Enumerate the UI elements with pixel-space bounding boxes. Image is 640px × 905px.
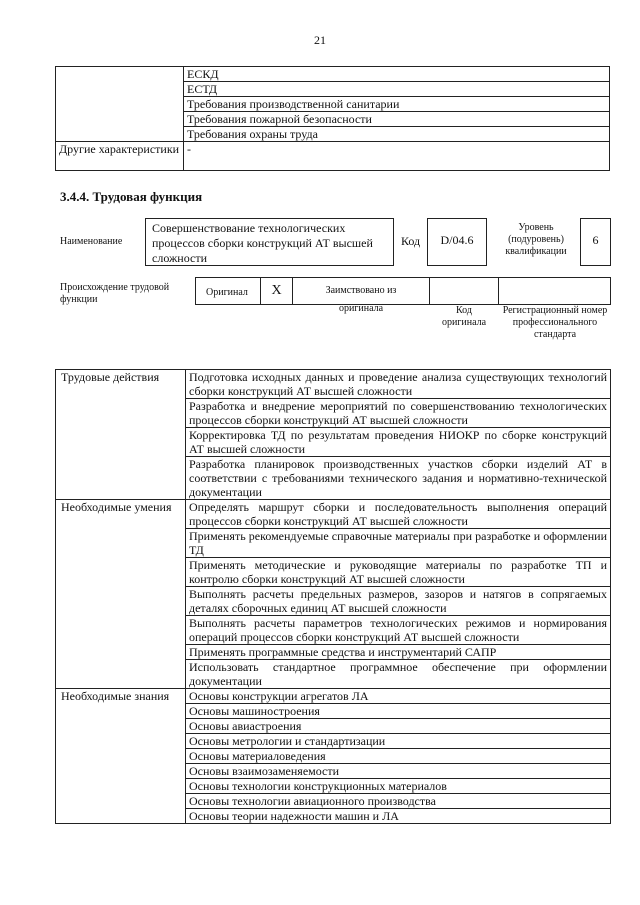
table-cell: Основы технологии авиационного производства: [186, 794, 611, 809]
table-row: [56, 500, 611, 529]
original-label: Оригинал: [206, 287, 248, 298]
table-cell: Основы авиастроения: [186, 719, 611, 734]
top-table: [55, 66, 610, 171]
table-cell: Основы технологии конструкционных материалов: [186, 779, 611, 794]
table-cell: ЕСКД: [184, 67, 610, 82]
origin-label: Происхождение трудовой функции: [60, 282, 170, 305]
other-value: -: [184, 142, 610, 171]
section-label: Трудовые действия: [56, 370, 186, 500]
table-cell: Использовать стандартное программное обеспечение при оформлении документации: [186, 660, 611, 689]
section-label: Необходимые умения: [56, 500, 186, 689]
table-cell: Применять программные средства и инструментарий САПР: [186, 645, 611, 660]
empty-cell: [56, 67, 184, 142]
table-cell: Применять методические и руководящие материалы по разработке ТП и контролю сборки конструкций АТ высшей сложности: [186, 558, 611, 587]
borrowed-label: Заимствовано из оригинала: [325, 285, 397, 314]
level-label: Уровень (подуровень) квалификации: [505, 222, 567, 257]
original-cell: [195, 277, 261, 305]
table-cell: Выполнять расчеты параметров технологических режимов и нормирования операций процессов сборки конструкций АТ высшей сложности: [186, 616, 611, 645]
borrowed-cell: [292, 277, 430, 314]
table-cell: Корректировка ТД по результатам проведения НИОКР по сборке конструкций АТ высшей сложности: [186, 428, 611, 457]
table-row: [56, 689, 611, 704]
code-original-cell: [429, 277, 499, 305]
original-mark: X: [260, 277, 293, 305]
table-cell: Требования пожарной безопасности: [184, 112, 610, 127]
table-cell: Подготовка исходных данных и проведение анализа существующих технологий сборки конструкций АТ высшей сложности: [186, 370, 611, 399]
table-cell: Основы машиностроения: [186, 704, 611, 719]
table-cell: Выполнять расчеты предельных размеров, зазоров и натягов в сопрягаемых деталях сборочных единиц АТ высшей сложности: [186, 587, 611, 616]
table-cell: Применять рекомендуемые справочные материалы при разработке и оформлении ТД: [186, 529, 611, 558]
reg-number-cell: [498, 277, 611, 305]
name-value: Совершенствование технологических процессов сборки конструкций АТ высшей сложности: [145, 218, 394, 266]
table-cell: Требования производственной санитарии: [184, 97, 610, 112]
section-title: 3.4.4. Трудовая функция: [60, 189, 203, 204]
level-value: 6: [580, 218, 611, 266]
function-table: [55, 369, 611, 824]
table-cell: Основы теории надежности машин и ЛА: [186, 809, 611, 824]
code-label: Код: [401, 234, 421, 248]
table-cell: Основы взаимозаменяемости: [186, 764, 611, 779]
page-number: 21: [314, 33, 326, 47]
code-value: D/04.6: [427, 218, 487, 266]
other-label: Другие характеристики: [56, 142, 184, 171]
section-label: Необходимые знания: [56, 689, 186, 824]
table-cell: Основы конструкции агрегатов ЛА: [186, 689, 611, 704]
table-cell: Основы материаловедения: [186, 749, 611, 764]
reg-number-label: Регистрационный номер профессионального стандарта: [502, 305, 608, 340]
table-row: [56, 370, 611, 399]
name-label: Наименование: [60, 236, 123, 247]
table-cell: Разработка планировок производственных участков сборки изделий АТ в соответствии с требованиями технического задания и нормативно-технической документации: [186, 457, 611, 500]
table-cell: Требования охраны труда: [184, 127, 610, 142]
code-original-label: Код оригинала: [441, 305, 487, 328]
table-row: [56, 67, 610, 82]
table-cell: Разработка и внедрение мероприятий по совершенствованию технологических процессов сборки конструкций АТ высшей сложности: [186, 399, 611, 428]
table-row: [56, 142, 610, 171]
table-cell: ЕСТД: [184, 82, 610, 97]
table-cell: Основы метрологии и стандартизации: [186, 734, 611, 749]
table-cell: Определять маршрут сборки и последовательность выполнения операций процессов сборки конструкций АТ высшей сложности: [186, 500, 611, 529]
